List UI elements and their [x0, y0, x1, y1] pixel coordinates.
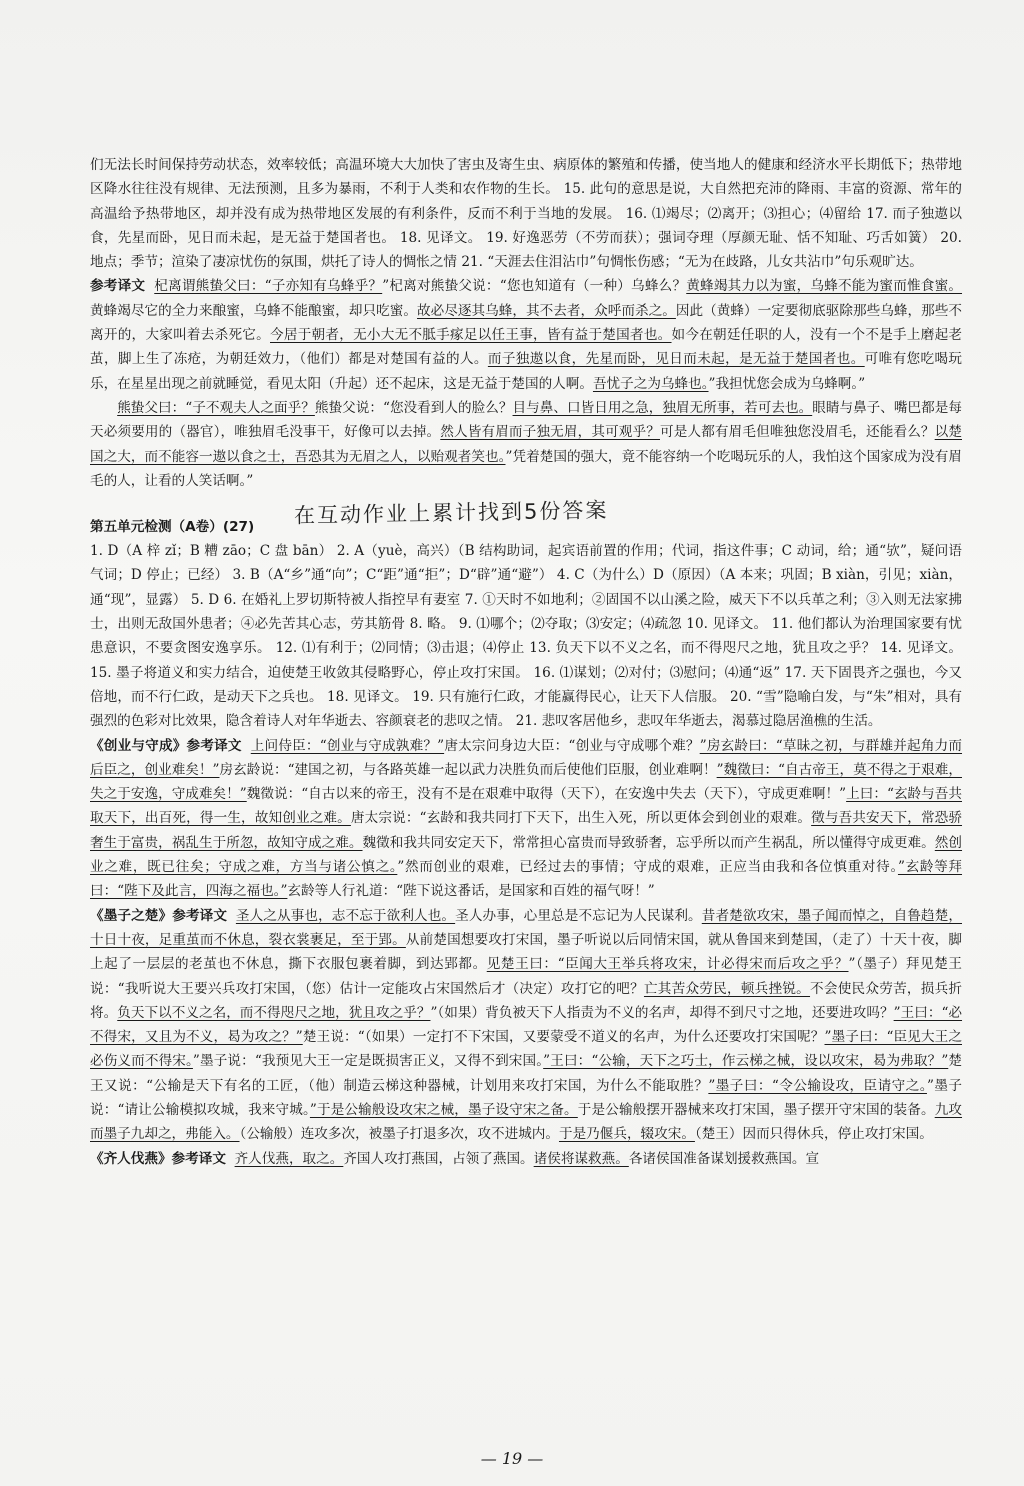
- translation-qili: 参考译文 杞离谓熊蛰父曰：“子亦知有乌蜂乎？”杞离对熊蛰父说：“您也知道有（一种）乌蜂么？黄蜂竭其力以为蜜，乌蜂不能为蜜而惟食蜜。黄蜂竭尽它的全力来酿蜜，乌蜂不能酿蜜，却只吃蜜。故必尽逐其乌蜂，其不去者，众呼而杀之。因此（黄蜂）一定要彻底驱除那些乌蜂，那些不离开的，大家叫着去杀死它。今居于朝者，无小大无不胝手瘃足以任王事，皆有益于楚国者也。如今在朝廷任职的人，没有一个不是手上磨起老茧，脚上生了冻疮，为朝廷效力，（他们）都是对楚国有益的人。而子独遨以食，先星而卧，见日而未起，是无益于楚国者也。可唯有您吃喝玩乐，在星星出现之前就睡觉，看见太阳（升起）还不起床，这是无益于楚国的人啊。吾忧子之为乌蜂也。”我担忧您会成为乌蜂啊。”: [90, 278, 963, 392]
- translation-chuangye: 《创业与守成》参考译文 上问侍臣：“创业与守成孰难？”唐太宗问身边大臣：“创业与守成哪个难？”房玄龄曰：“草昧之初，与群雄并起角力而后臣之，创业难矣！”房玄龄说：“建国之初，与各路英雄一起以武力决胜负而后使他们臣服，创业难啊！”魏徵曰：“自古帝王，莫不得之于艰难，失之于安逸，守成难矣！”魏徵说：“自古以来的帝王，没有不是在艰难中取得（天下），在安逸中失去（天下），守成更难啊！”上曰：“玄龄与吾共取天下，出百死，得一生，故知创业之难。唐太宗说：“玄龄和我共同打下天下，出生入死，所以更体会到创业的艰难。徵与吾共安天下，常恐骄奢生于富贵，祸乱生于所忽，故知守成之难。魏徵和我共同安定天下，常常担心富贵而导致骄奢，忘乎所以而产生祸乱，所以懂得守成更难。然创业之难，既已往矣；守成之难，方当与诸公慎之。”然而创业的艰难，已经过去的事情；守成的艰难，正应当由我和各位慎重对待。”玄龄等拜曰：“陛下及此言，四海之福也。”玄龄等人行礼道：“陛下说这番话，是国家和百姓的福气呀！”: [90, 737, 963, 900]
- translation-qirenfayan: 《齐人伐燕》参考译文 齐人伐燕，取之。齐国人攻打燕国，占领了燕国。诸侯将谋救燕。各诸侯国准备谋划援救燕国。宣: [90, 1150, 820, 1167]
- handwritten-note: 在互动作业上累计找到5份答案: [293, 498, 609, 528]
- unit-title: 第五单元检测（A卷）(27): [90, 518, 255, 535]
- answer-paragraph-1: 们无法长时间保持劳动状态，效率较低；高温环境大大加快了害虫及寄生虫、病原体的繁殖和传播，使当地人的健康和经济水平长期低下；热带地区降水往往没有规律、无法预测，且多为暴雨，不利于人类和农作物的生长。 15. 此句的意思是说，大自然把充沛的降雨、丰富的资源、常年的高温给予热带地区，却并没有成为热带地区发展的有利条件，反而不利于当地的发展。 16. ⑴竭尽；⑵离开；⑶担心；⑷留给 17. 而子独遨以食，先星而卧，见日而未起，是无益于楚国者也。 18. 见译文。 19. 好逸恶劳（不劳而获）；强词夺理（厚颜无耻、恬不知耻、巧舌如簧） 20. 地点；季节；渲染了凄凉忧伤的氛围，烘托了诗人的惆怅之情 21. “天涯去住泪沾巾”句惆怅伤感；“无为在歧路，儿女共沾巾”句乐观旷达。: [90, 157, 962, 271]
- page-number: — 19 —: [480, 1449, 544, 1468]
- ref-label: 参考译文: [90, 278, 146, 295]
- answer-paragraph-2: 1. D（A 梓 zǐ；B 糟 zāo；C 盘 bān） 2. A（yuè，高兴）（B 结构助词，起宾语前置的作用；代词，指这件事；C 动词，给；通“欤”，疑问语气词；D 停止；已经） 3. B（A“乡”通“向”；C“距”通“拒”；D“辟”通“避”） 4. C（为什么）D（原因）（A 本来；巩固；B xiàn，引见；xiàn，通“现”，显露） 5. D 6. 在婚礼上罗切斯特被人指控早有妻室 7. ①天时不如地利；②固国不以山溪之险，威天下不以兵革之利；③入则无法家拂士，出则无敌国外患者；④必先苦其心志，劳其筋骨 8. 略。 9. ⑴哪个；⑵夺取；⑶安定；⑷疏忽 10. 见译文。 11. 他们都认为治理国家要有忧患意识，不要贪图安逸享乐。 12. ⑴有利于；⑵同情；⑶击退；⑷停止 13. 负天下以不义之名，而不得咫尺之地，犹且攻之乎？ 14. 见译文。 15. 墨子将道义和实力结合，迫使楚王收敛其侵略野心，停止攻打宋国。 16. ⑴谋划；⑵对付；⑶慰问；⑷通“返” 17. 天下固畏齐之强也，今又倍地，而不行仁政，是动天下之兵也。 18. 见译文。 19. 只有施行仁政，才能赢得民心，让天下人信服。 20. “雪”隐喻白发，与“朱”相对，具有强烈的色彩对比效果，隐含着诗人对年华逝去、容颜衰老的悲叹之情。 21. 悲叹客居他乡，悲叹年华逝去，渴慕过隐居渔樵的生活。: [90, 543, 962, 730]
- unit-heading-row: [90, 499, 962, 539]
- page-body: [90, 153, 962, 1171]
- translation-xiongzhefu: 熊蛰父曰：“子不观夫人之面乎？熊蛰父说：“您没看到人的脸么？目与鼻、口皆日用之急，独眉无所事，若可去也。眼睛与鼻子、嘴巴都是每天必须要用的（器官），唯独眉毛没事干，好像可以去掉。然人皆有眉而子独无眉，其可观乎？可是人都有眉毛但唯独您没眉毛，还能看么？以楚国之大，而不能容一遨以食之士，吾恐其为无眉之人，以贻观者笑也。”凭着楚国的强大，竟不能容纳一个吃喝玩乐的人，我怕这个国家成为没有眉毛的人，让看的人笑话啊。”: [90, 399, 963, 489]
- translation-mozi: 《墨子之楚》参考译文 圣人之从事也，志不忘于欲利人也。圣人办事，心里总是不忘记为人民谋利。昔者楚欲攻宋，墨子闻而悼之，自鲁趋楚，十日十夜，足重茧而不休息，裂衣裳裹足，至于郢。从前楚国想要攻打宋国，墨子听说以后同情宋国，就从鲁国来到楚国，（走了）十天十夜，脚上起了一层层的老茧也不休息，撕下衣服包裹着脚，到达郢都。见楚王曰：“臣闻大王举兵将攻宋，计必得宋而后攻之乎？”（墨子）拜见楚王说：“我听说大王要兴兵攻打宋国，（您）估计一定能攻占宋国然后才（决定）攻打它的吧？亡其苦众劳民，顿兵挫锐。不会使民众劳苦，损兵折将。负天下以不义之名，而不得咫尺之地，犹且攻之乎？”（如果）背负被天下人指责为不义的名声，却得不到尺寸之地，还要进攻吗？”王曰：“必不得宋，又且为不义，曷为攻之？”楚王说：“（如果）一定打不下宋国，又要蒙受不道义的名声，为什么还要攻打宋国呢？”墨子曰：“臣见大王之必伤义而不得宋。”墨子说：“我预见大王一定是既损害正义，又得不到宋国。”王曰：“公输，天下之巧士，作云梯之械，设以攻宋，曷为弗取？”楚王又说：“公输是天下有名的工匠，（他）制造云梯这种器械，计划用来攻打宋国，为什么不能取胜？”墨子曰：“令公输设攻，臣请守之。”墨子说：“请让公输模拟攻城，我来守城。”于是公输般设攻宋之械，墨子设守宋之备。于是公输般摆开器械来攻打宋国，墨子摆开守宋国的装备。九攻而墨子九却之，弗能入。（公输般）连攻多次，被墨子打退多次，攻不进城内。于是乃偃兵，辍攻宋。（楚王）因而只得休兵，停止攻打宋国。: [90, 907, 963, 1143]
